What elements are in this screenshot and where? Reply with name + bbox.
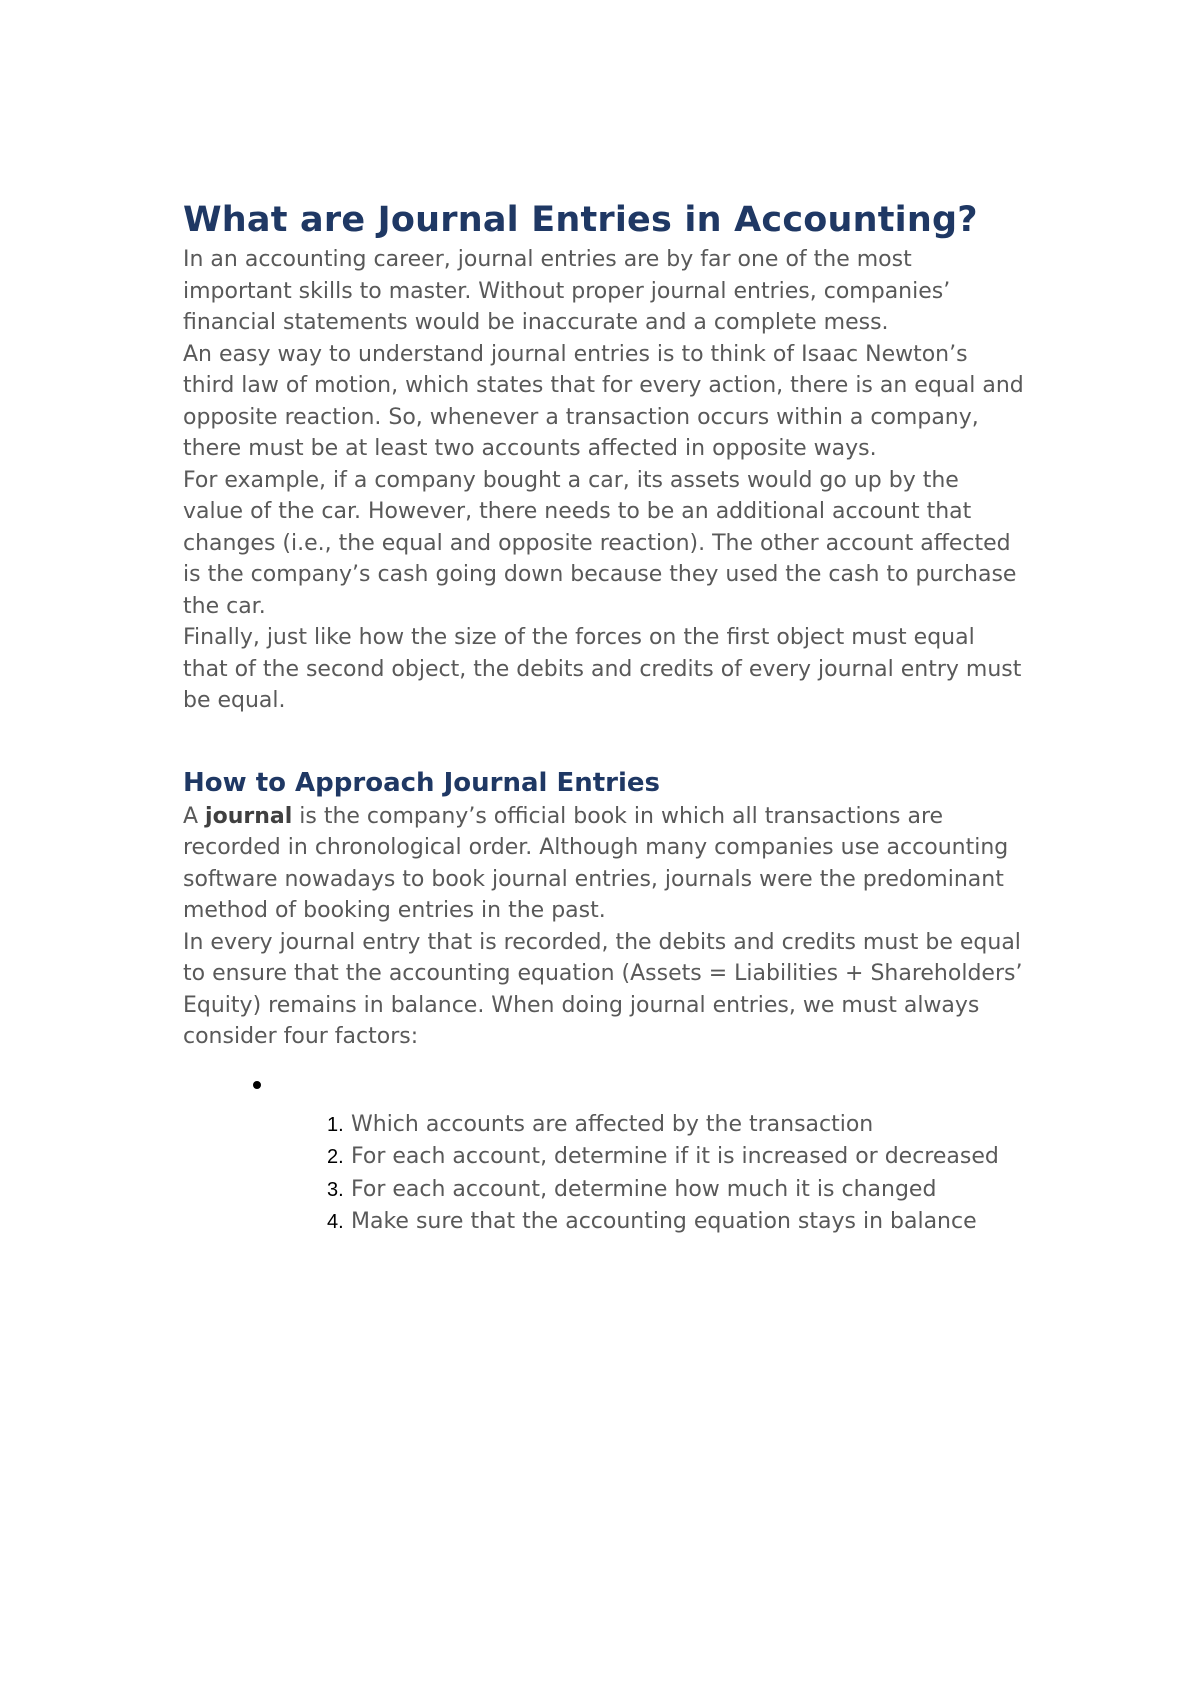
list-item-text: For each account, determine if it is increased or decreased <box>351 1144 999 1169</box>
paragraph-intro: In an accounting career, journal entries are by far one of the most important skills to master. Without proper journal entries, companies’ financial statements would be inaccurate and a complete mess. <box>183 247 951 335</box>
bullet-icon <box>253 1081 261 1089</box>
paragraph-newton: An easy way to understand journal entries is to think of Isaac Newton’s third law of motion, which states that for every action, there is an equal and opposite reaction. So, whenever a transaction occurs within a company, there must be at least two accounts affected in opposite ways. <box>183 341 1024 461</box>
list-item-text: Which accounts are affected by the transaction <box>351 1111 874 1137</box>
list-number: 2. <box>327 1146 344 1168</box>
list-number: 4. <box>327 1211 344 1233</box>
paragraph-example: For example, if a company bought a car, its assets would go up by the value of the car. However, there needs to be an additional account that changes (i.e., the equal and opposite reaction). The other account affected is the company’s cash going down because they used the cash to purchase the car. <box>183 467 1017 619</box>
list-number: 1. <box>327 1113 344 1136</box>
journal-prefix: A <box>183 803 206 829</box>
list-item-text: Make sure that the accounting equation stays in balance <box>351 1209 977 1234</box>
page-title: What are Journal Entries in Accounting? <box>183 200 978 240</box>
document-page <box>183 196 1025 1239</box>
empty-bullet-item <box>183 1075 1025 1109</box>
list-item <box>327 1174 1025 1207</box>
list-number: 3. <box>327 1178 344 1201</box>
paragraph-equation: In every journal entry that is recorded, the debits and credits must be equal to ensure that the accounting equation (Assets = Liabilities + Shareholders’ Equity) remains in balance. When doing journal entries, we must always consider four factors: <box>183 929 1023 1049</box>
journal-term: journal <box>205 803 293 829</box>
paragraph-finally: Finally, just like how the size of the forces on the first object must equal that of the second object, the debits and credits of every journal entry must be equal. <box>183 625 1022 713</box>
list-item <box>327 1206 1025 1239</box>
journal-rest: is the company’s official book in which all transactions are recorded in chronological order. Although many companies use accounting software nowadays to book journal entries, journals were the predominant method of booking entries in the past. <box>183 803 1009 923</box>
factors-list <box>327 1109 1025 1239</box>
list-item <box>327 1141 1025 1174</box>
paragraph-journal <box>183 801 1025 927</box>
section-heading: How to Approach Journal Entries <box>183 767 661 798</box>
list-item-text: For each account, determine how much it is changed <box>351 1176 937 1202</box>
list-item <box>327 1109 1025 1142</box>
